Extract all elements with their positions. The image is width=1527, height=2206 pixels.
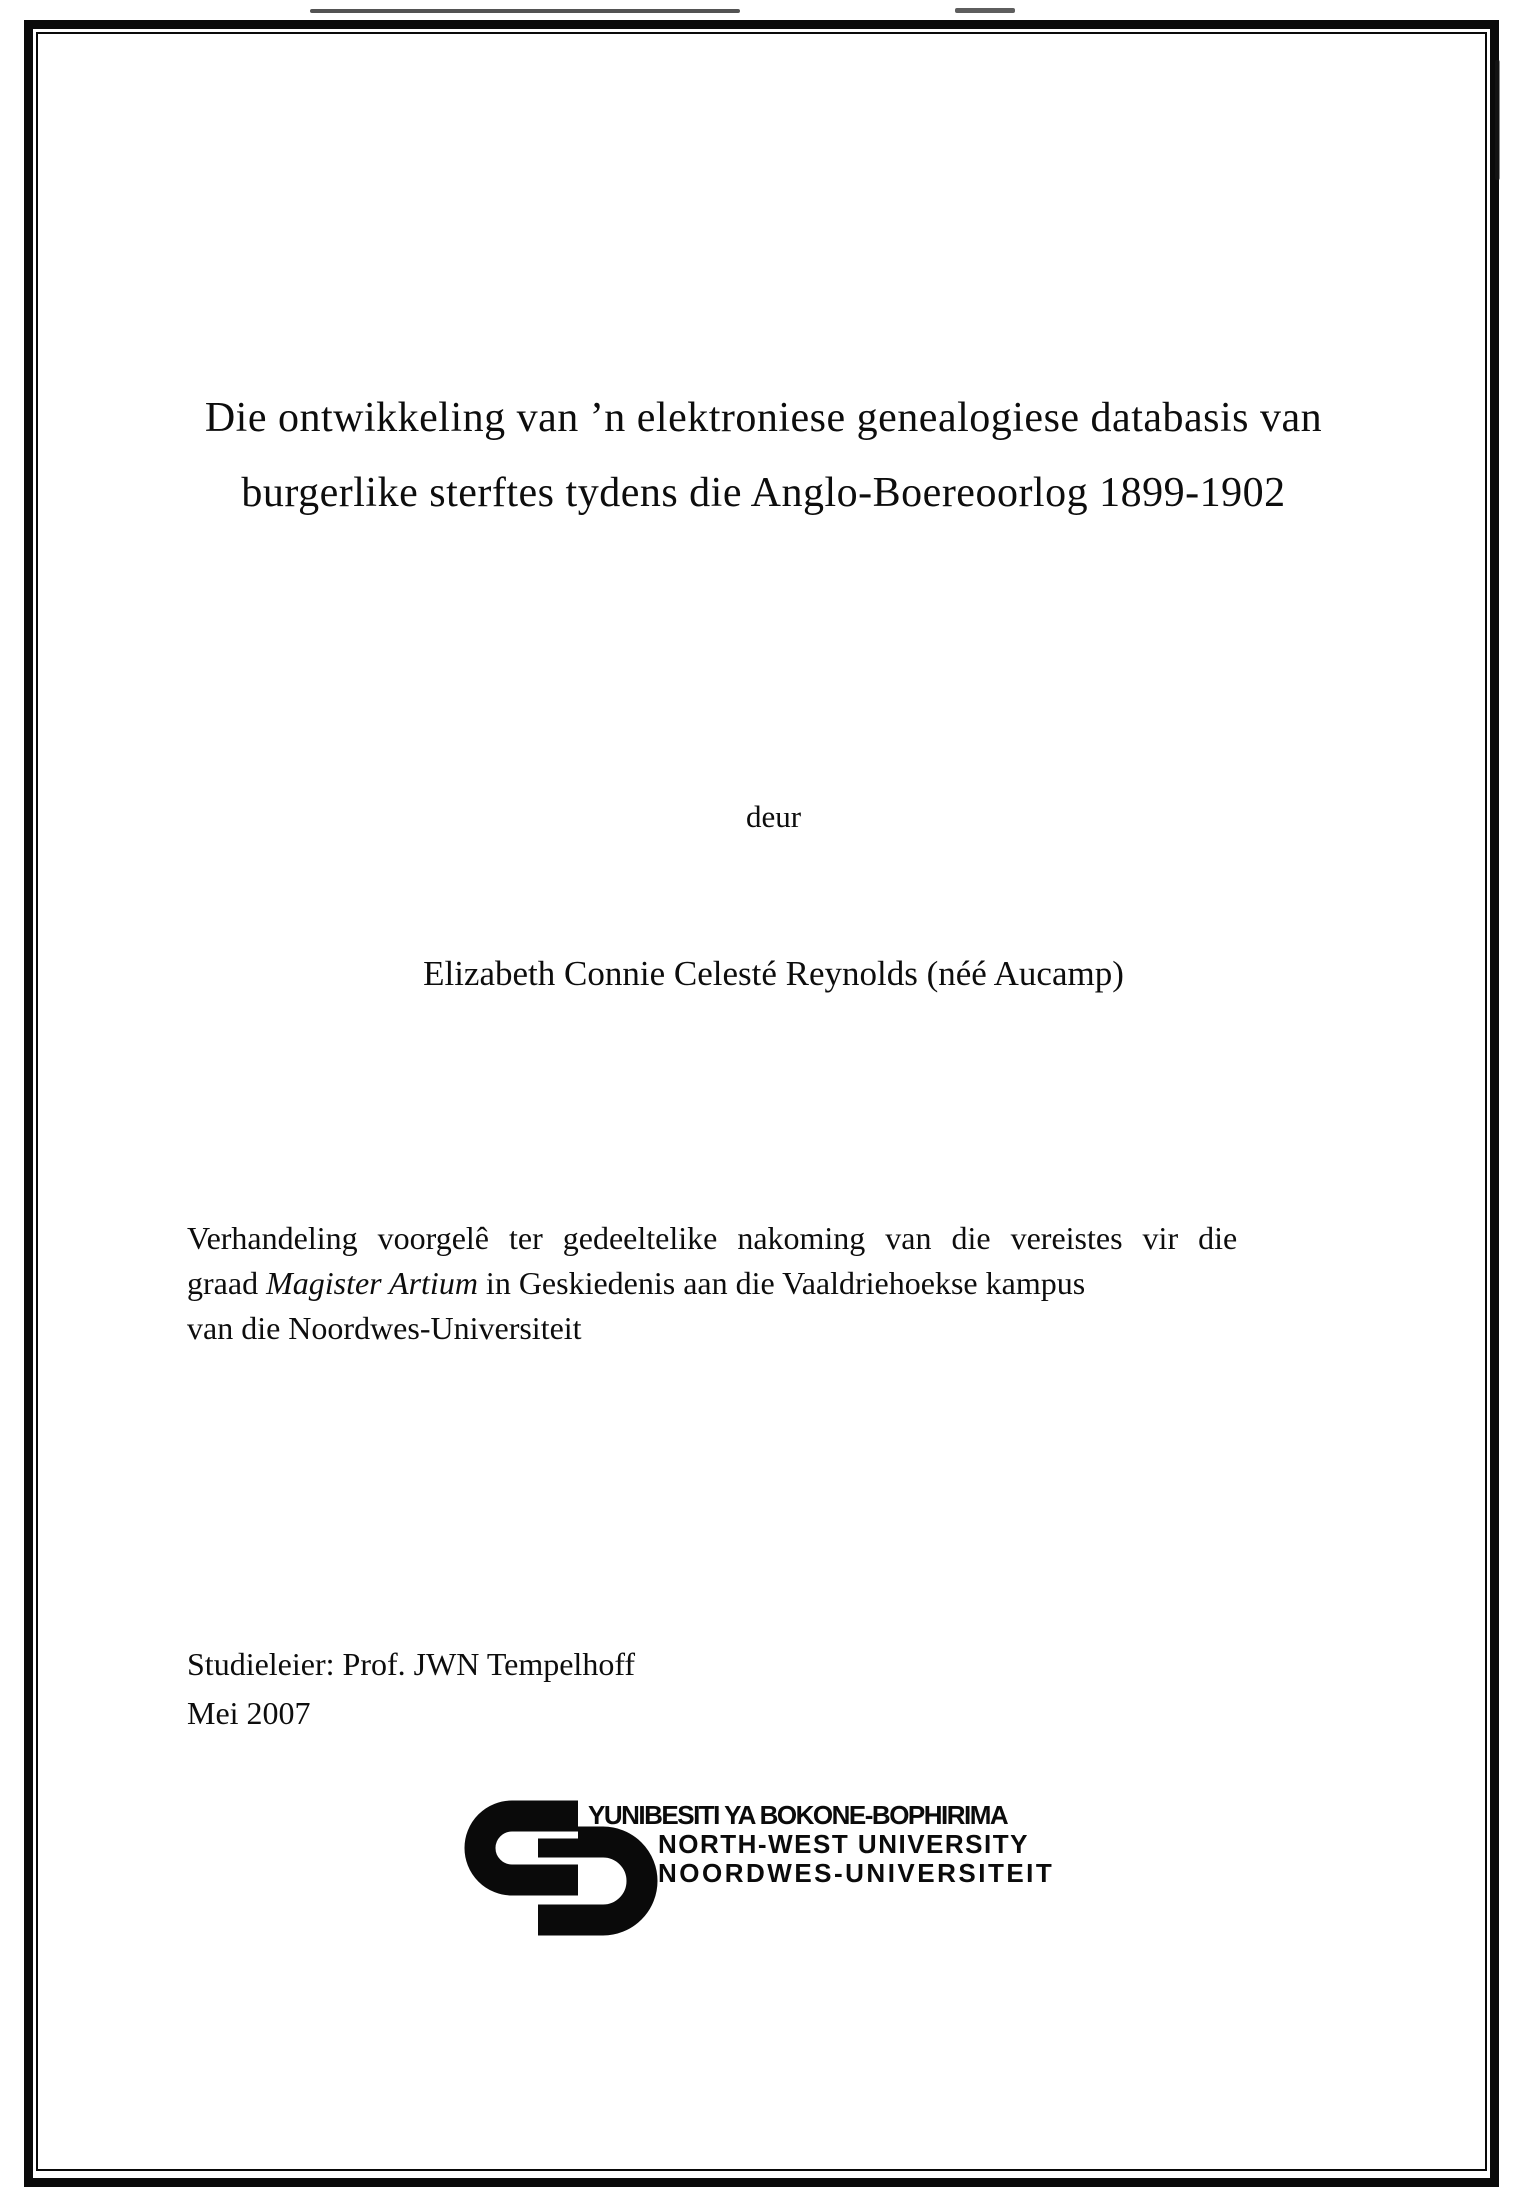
author-name: Elizabeth Connie Celesté Reynolds (néé Aucamp) [423,954,1124,993]
degree-statement-line-2 [187,1261,1347,1306]
supervisor-line: Studieleier: Prof. JWN Tempelhoff [187,1646,636,1682]
logo-text-setswana: YUNIBESITI YA BOKONE-BOPHIRIMA [588,1800,1008,1830]
thesis-title-line-1: Die ontwikkeling van ’n elektroniese genealogiese databasis van [204,395,1323,441]
degree-statement [187,1216,1347,1351]
thesis-title-line-2: burgerlike sterftes tydens die Anglo-Boereoorlog 1899-1902 [241,470,1286,516]
date-line: Mei 2007 [187,1695,311,1731]
degree-name-italic: Magister Artium [266,1265,478,1301]
byline-deur: deur [745,799,802,834]
scan-artifact [1495,60,1500,180]
logo-text-english: NORTH-WEST UNIVERSITY [658,1829,1029,1859]
university-logo [455,1793,1155,1963]
scan-artifact [310,9,740,13]
degree-statement-line-2-pre: graad [187,1265,267,1301]
scan-artifact [955,8,1015,13]
supervisor-block [187,1640,635,1738]
thesis-title [95,381,1432,531]
degree-statement-line-1: Verhandeling voorgelê ter gedeeltelike nakoming van die vereistes vir die [187,1220,1238,1256]
degree-statement-line-3: van die Noordwes-Universiteit [187,1310,582,1346]
logo-text-afrikaans: NOORDWES-UNIVERSITEIT [658,1858,1055,1888]
university-logo-text [588,1801,1054,1888]
degree-statement-line-2-post: in Geskiedenis aan die Vaaldriehoekse kampus [477,1265,1086,1301]
